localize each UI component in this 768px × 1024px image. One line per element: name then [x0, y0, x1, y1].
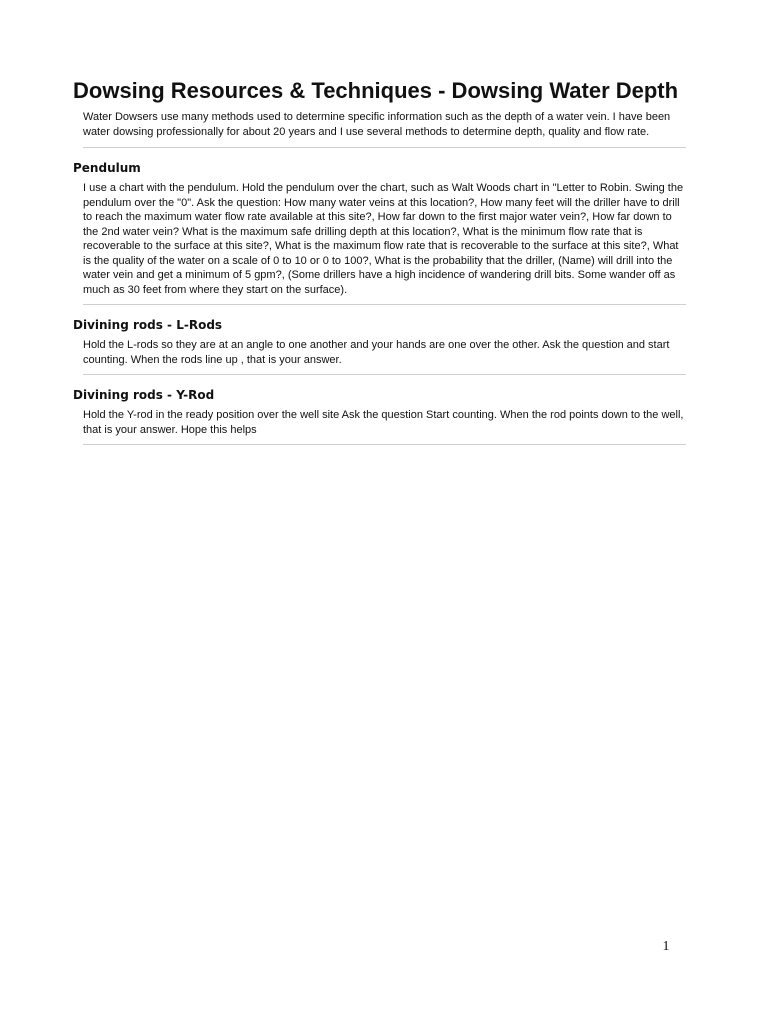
- section-y-rod: [73, 387, 686, 445]
- divider: [83, 374, 686, 375]
- section-heading: Pendulum: [73, 161, 141, 175]
- section-heading: Divining rods - L-Rods: [73, 318, 223, 332]
- page-number: 1: [662, 939, 670, 954]
- document-title: Dowsing Resources & Techniques - Dowsing Water Depth: [73, 78, 679, 103]
- divider: [83, 444, 686, 445]
- section-heading: Divining rods - Y-Rod: [73, 388, 215, 402]
- section-body: Hold the Y-rod in the ready position over the well site Ask the question Start counting. When the rod points down to the well, that is your answer. Hope this helps: [83, 409, 684, 436]
- intro-paragraph: Water Dowsers use many methods used to determine specific information such as the depth of a water vein. I have been water dowsing professionally for about 20 years and I use several methods to determine depth, quality and flow rate.: [83, 111, 671, 138]
- section-pendulum: [73, 160, 686, 305]
- section-l-rods: [73, 317, 686, 375]
- divider: [83, 304, 686, 305]
- section-body: Hold the L-rods so they are at an angle to one another and your hands are one over the other. Ask the question and start counting. When the rods line up , that is your answer.: [83, 339, 670, 366]
- document-page: [73, 78, 686, 445]
- divider: [83, 147, 686, 148]
- section-body: I use a chart with the pendulum. Hold the pendulum over the chart, such as Walt Woods chart in "Letter to Robin. Swing the pendulum over the "0". Ask the question: How many water veins at this location?, How many feet will the driller have to drill to reach the maximum water flow rate available at this site?, How far down to the first major water vein?, How far down to the 2nd water vein? What is the maximum safe drilling depth at this location?, What is the minimum flow rate that is recoverable to the surface at this site?, What is the maximum flow rate that is recoverable to the surface at this site?, What is the quality of the water on a scale of 0 to 10 or 0 to 100?, What is the probability that the driller, (Name) will drill into the water vein and get a minimum of 5 gpm?, (Some drillers have a high incidence of wandering drill bits. Some wander off as much as 30 feet from where they start on the surface).: [83, 182, 684, 296]
